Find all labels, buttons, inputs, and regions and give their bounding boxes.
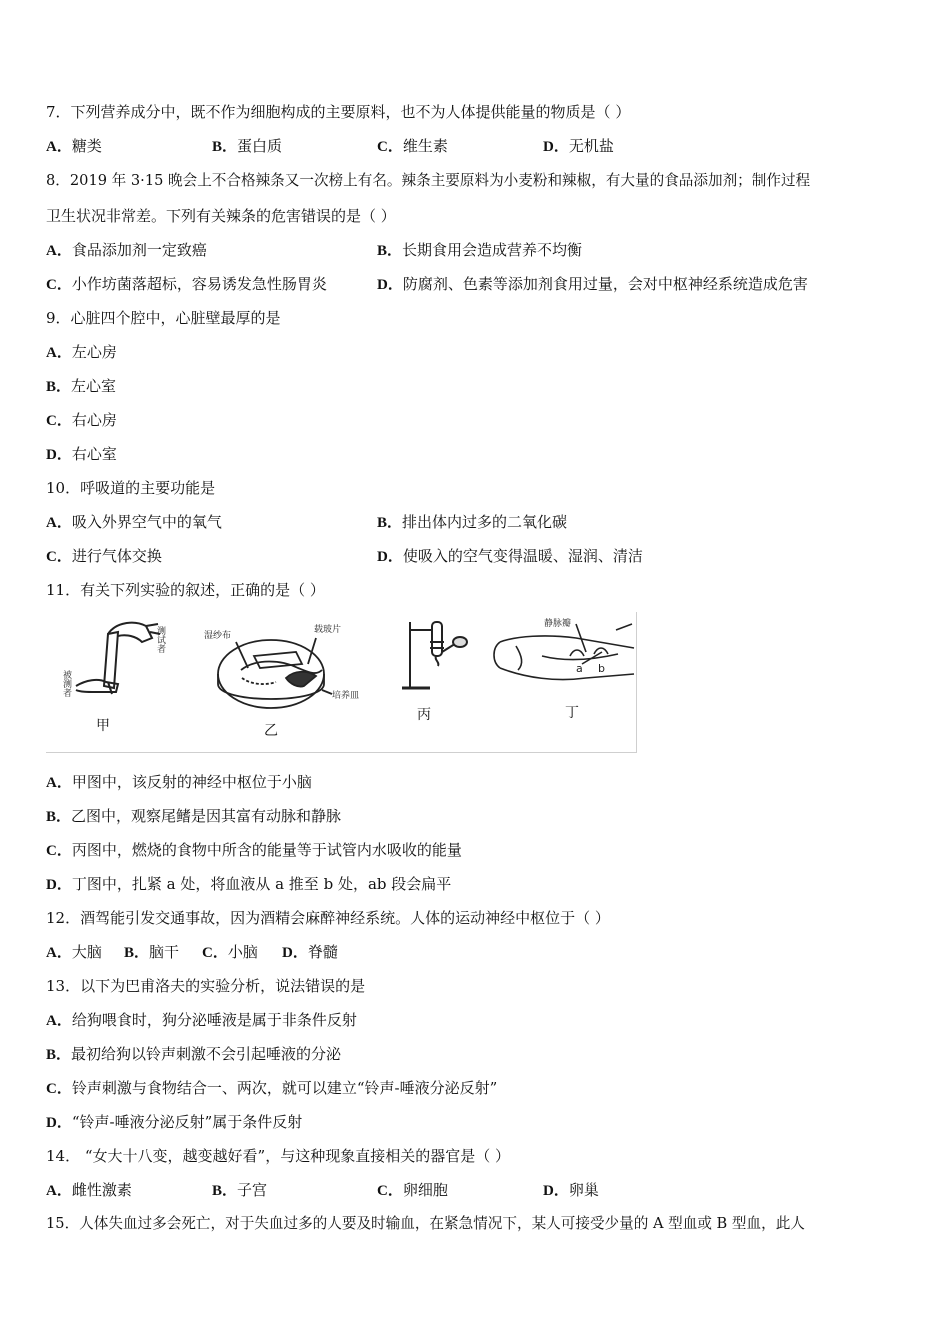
figure-ding-illustration: [494, 624, 634, 680]
q12-option-b: B．脑干: [124, 943, 180, 961]
figure-yi-illustration: [218, 638, 332, 708]
q12-stem: 12．酒驾能引发交通事故，因为酒精会麻醉神经系统。人体的运动神经中枢位于（ ）: [46, 909, 610, 927]
q11-figure: [46, 612, 637, 753]
q8-option-c: C．小作坊菌落超标，容易诱发急性肠胃炎: [46, 275, 327, 293]
q11-option-b: B．乙图中，观察尾鳍是因其富有动脉和静脉: [46, 807, 342, 825]
label-a: a: [576, 662, 583, 675]
q13-option-b: B．最初给狗以铃声刺激不会引起唾液的分泌: [46, 1045, 342, 1063]
q13-stem: 13．以下为巴甫洛夫的实验分析，说法错误的是: [46, 977, 366, 995]
q8-option-b: B．长期食用会造成营养不均衡: [377, 241, 583, 259]
q11-option-d: D．丁图中，扎紧 a 处，将血液从 a 推至 b 处，ab 段会扁平: [46, 875, 452, 893]
q13-option-d: D．“铃声-唾液分泌反射”属于条件反射: [46, 1113, 303, 1131]
q10-option-a: A．吸入外界空气中的氧气: [46, 513, 222, 531]
q9-option-c: C．右心房: [46, 411, 117, 429]
q14-option-b: B．子宫: [212, 1181, 268, 1199]
q7-option-d: D．无机盐: [543, 137, 614, 155]
figure-bing-illustration: [402, 622, 467, 688]
q9-option-b: B．左心室: [46, 377, 117, 395]
q15-stem: 15．人体失血过多会死亡，对于失血过多的人要及时输血，在紧急情况下，某人可接受少量的 A 型血或 B 型血，此人: [46, 1215, 805, 1232]
q8-stem-line1: 8．2019 年 3·15 晚会上不合格辣条又一次榜上有名。辣条主要原料为小麦粉和辣椒，有大量的食品添加剂；制作过程: [46, 172, 811, 189]
q10-option-d: D．使吸入的空气变得温暖、湿润、清洁: [377, 547, 643, 565]
q8-option-a: A．食品添加剂一定致癌: [46, 241, 207, 259]
q10-option-b: B．排出体内过多的二氧化碳: [377, 513, 568, 531]
q12-option-c: C．小脑: [202, 943, 258, 961]
q9-stem: 9．心脏四个腔中，心脏壁最厚的是: [46, 309, 281, 327]
q7-option-a: A．糖类: [46, 137, 102, 155]
q12-option-a: A．大脑: [46, 943, 102, 961]
q14-stem: 14． “女大十八变，越变越好看”，与这种现象直接相关的器官是（ ）: [46, 1147, 510, 1165]
label-subject: 被测者: [61, 670, 71, 697]
q14-option-c: C．卵细胞: [377, 1181, 448, 1199]
q10-stem: 10．呼吸道的主要功能是: [46, 479, 216, 497]
q12-option-d: D．脊髓: [282, 943, 338, 961]
q8-stem-line2: 卫生状况非常差。下列有关辣条的危害错误的是（ ）: [46, 207, 396, 225]
q10-option-c: C．进行气体交换: [46, 547, 162, 565]
q14-option-d: D．卵巢: [543, 1181, 599, 1199]
q8-option-d: D．防腐剂、色素等添加剂食用过量，会对中枢神经系统造成危害: [377, 275, 808, 293]
q13-option-c: C．铃声刺激与食物结合一、两次，就可以建立“铃声-唾液分泌反射”: [46, 1079, 498, 1097]
q11-option-c: C．丙图中，燃烧的食物中所含的能量等于试管内水吸收的能量: [46, 841, 462, 859]
q13-option-a: A．给狗喂食时，狗分泌唾液是属于非条件反射: [46, 1011, 357, 1029]
q7-option-b: B．蛋白质: [212, 137, 283, 155]
q11-stem: 11．有关下列实验的叙述，正确的是（ ）: [46, 581, 325, 599]
caption-ding: 丁: [565, 705, 579, 721]
label-b: b: [598, 662, 605, 675]
caption-jia: 甲: [96, 718, 110, 734]
q11-option-a: A．甲图中，该反射的神经中枢位于小脑: [46, 773, 312, 791]
caption-bing: 丙: [417, 707, 431, 723]
caption-yi: 乙: [264, 723, 278, 739]
q14-option-a: A．雌性激素: [46, 1181, 132, 1199]
q9-option-d: D．右心室: [46, 445, 117, 463]
figure-jia-illustration: [76, 623, 160, 694]
q7-stem: 7．下列营养成分中，既不作为细胞构成的主要原料，也不为人体提供能量的物质是（ ）: [46, 103, 631, 121]
label-petri-dish: 培养皿: [332, 691, 360, 701]
label-tester: 测试者: [155, 626, 165, 653]
q9-option-a: A．左心房: [46, 343, 117, 361]
label-wet-gauze: 湿纱布: [204, 631, 232, 641]
label-cover-slip: 载玻片: [314, 625, 342, 635]
q7-option-c: C．维生素: [377, 137, 448, 155]
label-vein-valve: 静脉瓣: [544, 619, 572, 629]
